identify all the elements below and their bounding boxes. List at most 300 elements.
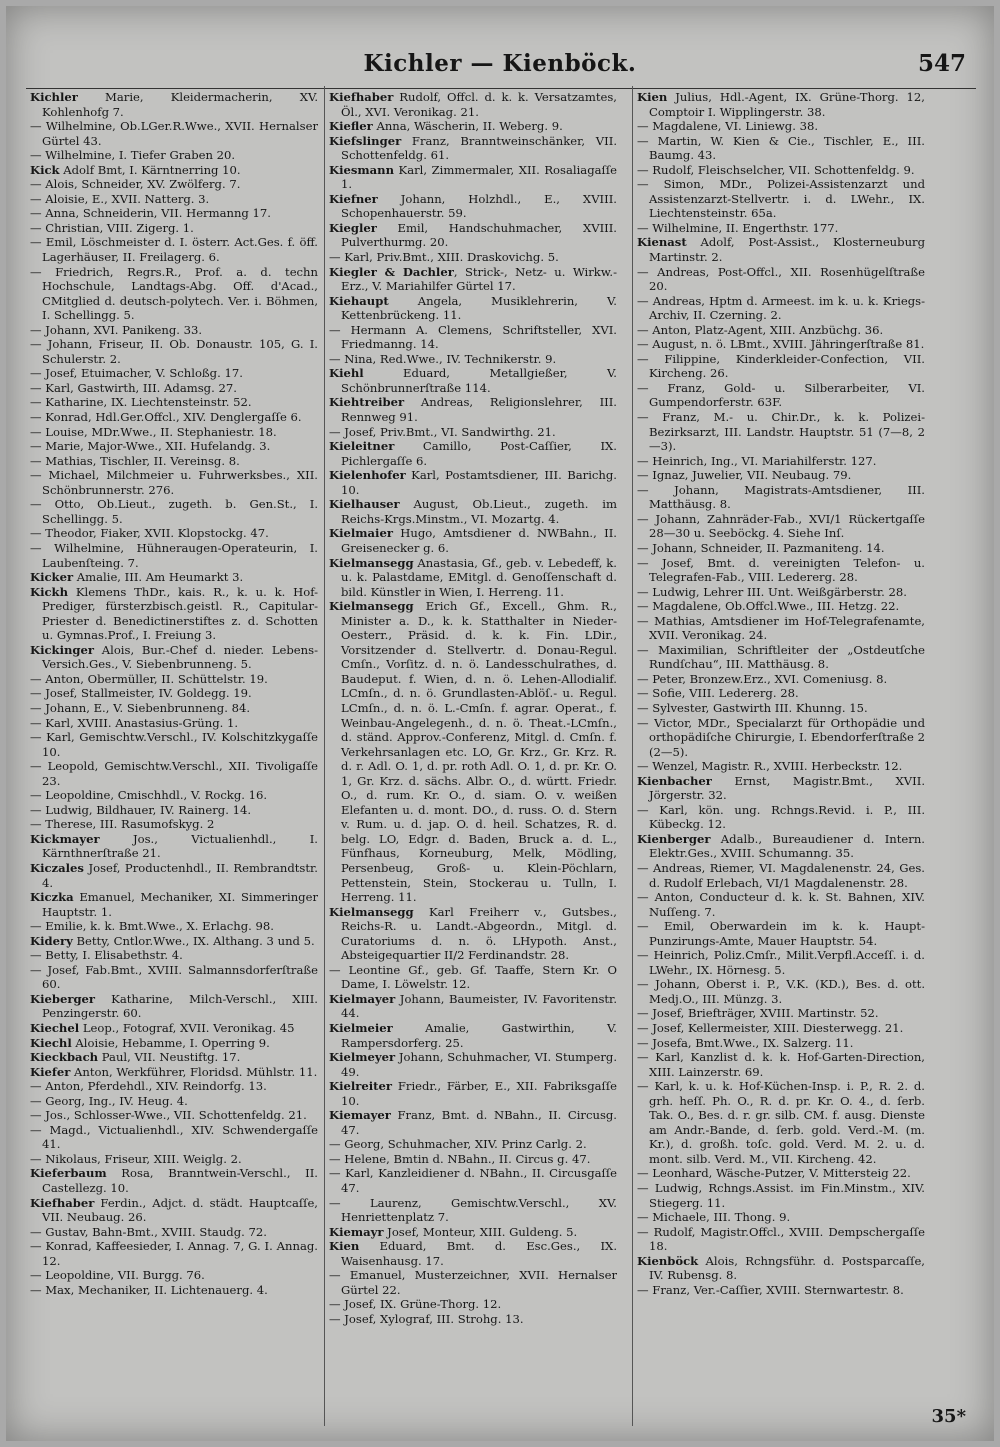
directory-entry bbox=[30, 148, 318, 163]
entry-details: Eduard, Bmt. d. Esc.Ges., IX. Waisenhausg. 17. bbox=[341, 1239, 617, 1268]
entry-details: — Emanuel, Musterzeichner, XVII. Hernalser Gürtel 22. bbox=[329, 1268, 617, 1297]
entry-surname: Kiechel bbox=[30, 1021, 80, 1035]
directory-entry bbox=[329, 250, 617, 265]
entry-details: — Heinrich, Poliz.Cmſr., Milit.Verpfl.Acceſſ. i. d. LWehr., IX. Hörnesg. 5. bbox=[637, 948, 925, 977]
directory-entry bbox=[637, 977, 925, 1006]
entry-details: — Wilhelmine, Ob.LGer.R.Wwe., XVII. Hernalser Gürtel 43. bbox=[30, 119, 318, 148]
entry-details: — Wilhelmine, Hühneraugen-Operateurin, I. Laubenſteing. 7. bbox=[30, 540, 318, 570]
entry-details: — Michaele, III. Thong. 9. bbox=[637, 1210, 791, 1225]
directory-entry bbox=[637, 483, 925, 512]
directory-entry bbox=[30, 192, 318, 207]
entry-surname: Kiefhaber bbox=[329, 90, 394, 104]
directory-entry bbox=[30, 541, 318, 570]
directory-entry bbox=[30, 1268, 318, 1283]
directory-entry bbox=[329, 468, 617, 497]
directory-entry bbox=[329, 163, 617, 192]
entry-details: — Katharine, IX. Liechtensteinstr. 52. bbox=[30, 395, 252, 410]
directory-entry bbox=[30, 992, 318, 1021]
directory-entry bbox=[30, 323, 318, 338]
entry-details: — Michael, Milchmeier u. Fuhrwerksbes., XII. Schönbrunnerstr. 276. bbox=[30, 468, 318, 497]
directory-entry bbox=[30, 163, 318, 178]
entry-surname: Kiefslinger bbox=[329, 133, 402, 148]
directory-entry bbox=[329, 366, 617, 395]
entry-details: — Ignaz, Juwelier, VII. Neubaug. 79. bbox=[637, 468, 852, 483]
entry-details: — Josef, IX. Grüne-Thorg. 12. bbox=[329, 1297, 502, 1312]
directory-entry bbox=[329, 1108, 617, 1137]
directory-entry bbox=[30, 206, 318, 221]
entry-details: — Alois, Schneider, XV. Zwölferg. 7. bbox=[30, 177, 241, 192]
directory-entry bbox=[637, 512, 925, 541]
entry-details: — Johann, E., V. Siebenbrunneng. 84. bbox=[30, 700, 251, 715]
directory-page bbox=[6, 6, 994, 1441]
entry-details: — Johann, Friseur, II. Ob. Donaustr. 105, G. I. Schulerstr. 2. bbox=[30, 337, 318, 366]
directory-entry bbox=[30, 468, 318, 497]
entry-details: — Ludwig, Lehrer III. Unt. Weißgärberstr. 28. bbox=[637, 584, 907, 599]
directory-entry bbox=[329, 556, 617, 600]
entry-details: — Karl, Kanzleidiener d. NBahn., II. Circusgaſſe 47. bbox=[329, 1166, 617, 1196]
entry-details: — Josef, Xylograf, III. Strohg. 13. bbox=[329, 1311, 524, 1326]
entry-details: — Konrad, Hdl.Ger.Offcl., XIV. Denglergaſſe 6. bbox=[30, 410, 302, 425]
directory-entry bbox=[637, 890, 925, 919]
entry-details: Anna, Wäscherin, II. Weberg. 9. bbox=[372, 119, 563, 134]
directory-entry bbox=[30, 1166, 318, 1195]
entry-surname: Kielmansegg bbox=[329, 555, 414, 570]
directory-entry bbox=[329, 323, 617, 352]
directory-entry bbox=[329, 1050, 617, 1079]
entry-surname: Kiegler & Dachler bbox=[329, 264, 454, 279]
entry-surname: Kienast bbox=[637, 235, 687, 250]
directory-entry bbox=[30, 919, 318, 934]
entry-details: — Johann, Oberst i. P., V.K. (KD.), Bes. d. ott. Medj.O., III. Münzg. 3. bbox=[637, 977, 925, 1006]
directory-entry bbox=[329, 1137, 617, 1152]
directory-entry bbox=[637, 265, 925, 294]
directory-entry bbox=[637, 556, 925, 585]
entry-details: Ernst, Magistr.Bmt., XVII. Jörgerstr. 32. bbox=[649, 773, 925, 803]
entry-surname: Kiefer bbox=[30, 1064, 71, 1079]
entry-details: — Anton, Obermüller, II. Schüttelstr. 19. bbox=[30, 671, 268, 686]
directory-entry bbox=[30, 1152, 318, 1167]
directory-entry bbox=[637, 1181, 925, 1210]
entry-details: — Nikolaus, Friseur, XIII. Weiglg. 2. bbox=[30, 1151, 242, 1166]
entry-details: — Anton, Pferdehdl., XIV. Reindorfg. 13. bbox=[30, 1079, 267, 1094]
entry-details: — Leopold, Gemischtw.Verschl., XII. Tivoligaſſe 23. bbox=[30, 759, 318, 788]
directory-entry bbox=[329, 119, 617, 134]
directory-entry bbox=[637, 454, 925, 469]
entry-surname: Kiemayer bbox=[329, 1108, 391, 1123]
column-2 bbox=[329, 90, 617, 1420]
entry-details: Jos., Victualienhdl., I. Kärnthnerſtraße 21. bbox=[42, 831, 318, 861]
entry-surname: Kienbacher bbox=[637, 773, 712, 788]
entry-details: — Hermann A. Clemens, Schriftsteller, XVI. Friedmanng. 14. bbox=[329, 322, 617, 352]
directory-entry bbox=[637, 585, 925, 600]
entry-surname: Kiemayr bbox=[329, 1224, 384, 1239]
directory-entry bbox=[637, 1050, 925, 1079]
entry-details: Johann, Holzhdl., E., XVIII. Schopenhauerstr. 59. bbox=[341, 191, 617, 221]
directory-entry bbox=[637, 1036, 925, 1051]
entry-surname: Kichler bbox=[30, 90, 78, 104]
directory-entry bbox=[637, 861, 925, 890]
directory-entry bbox=[329, 1152, 617, 1167]
directory-entry bbox=[30, 410, 318, 425]
directory-entry bbox=[637, 716, 925, 760]
entry-details: — Johann, Schneider, II. Pazmaniteng. 14. bbox=[637, 540, 885, 555]
directory-entry bbox=[329, 526, 617, 555]
directory-entry bbox=[30, 1196, 318, 1225]
directory-entry bbox=[30, 1225, 318, 1240]
directory-entry bbox=[637, 410, 925, 454]
entry-surname: Kickinger bbox=[30, 642, 94, 657]
entry-details: — Louise, MDr.Wwe., II. Stephaniestr. 18. bbox=[30, 424, 277, 439]
directory-entry bbox=[30, 235, 318, 264]
entry-details: — Martin, W. Kien & Cie., Tischler, E., III. Baumg. 43. bbox=[637, 133, 925, 163]
entry-details: Rosa, Branntwein-Verschl., II. Castellezg. 10. bbox=[42, 1166, 318, 1196]
directory-entry bbox=[329, 425, 617, 440]
entry-details: Josef, Monteur, XIII. Guldeng. 5. bbox=[383, 1224, 578, 1239]
entry-details: — Emil, Oberwardein im k. k. Haupt-Punzirungs-Amte, Mauer Hauptstr. 54. bbox=[637, 919, 925, 948]
directory-entry bbox=[637, 352, 925, 381]
entry-details: Amalie, Gastwirthin, V. Rampersdorferg. 25. bbox=[341, 1021, 617, 1050]
entry-surname: Kielmansegg bbox=[329, 599, 414, 614]
entry-surname: Kielmeyer bbox=[329, 1050, 396, 1065]
entry-details: — Wilhelmine, I. Tiefer Graben 20. bbox=[30, 148, 236, 163]
directory-entry bbox=[30, 686, 318, 701]
entry-surname: Kieberger bbox=[30, 991, 96, 1006]
directory-entry bbox=[329, 439, 617, 468]
directory-entry bbox=[30, 395, 318, 410]
directory-entry bbox=[30, 1239, 318, 1268]
entry-details: Karl, Postamtsdiener, III. Barichg. 10. bbox=[341, 468, 617, 497]
directory-entry bbox=[637, 294, 925, 323]
entry-details: — Johann, Zahnräder-Fab., XVI/1 Rückertgaſſe 28—30 u. Seeböckg. 4. Siehe Inſ. bbox=[637, 511, 925, 541]
directory-entry bbox=[329, 1239, 617, 1268]
entry-details: Emil, Handschuhmacher, XVIII. Pulverthurmg. 20. bbox=[341, 220, 617, 250]
entry-details: Friedr., Färber, E., XII. Fabriksgaſſe 10. bbox=[341, 1079, 617, 1108]
entry-details: Johann, Baumeister, IV. Favoritenstr. 44. bbox=[341, 991, 617, 1021]
entry-surname: Kiehtreiber bbox=[329, 395, 405, 410]
entry-details: Franz, Branntweinschänker, VII. Schottenfeldg. 61. bbox=[341, 133, 617, 163]
entry-details: — Rudolf, Magistr.Offcl., XVIII. Dempschergaſſe 18. bbox=[637, 1224, 925, 1254]
entry-details: — Josef, Stallmeister, IV. Goldegg. 19. bbox=[30, 686, 252, 701]
entry-details: Leop., Fotograf, XVII. Veronikag. 45 bbox=[79, 1021, 295, 1035]
entry-details: — Anton, Platz-Agent, XIII. Anzbüchg. 36. bbox=[637, 322, 884, 337]
entry-surname: Kieleitner bbox=[329, 439, 395, 454]
column-3 bbox=[637, 90, 925, 1420]
directory-entry bbox=[30, 1036, 318, 1051]
entry-details: — Peter, Bronzew.Erz., XVI. Comeniusg. 8. bbox=[637, 671, 888, 686]
directory-entry bbox=[30, 1094, 318, 1109]
entry-details: — Josef, Etuimacher, V. Schloßg. 17. bbox=[30, 366, 243, 381]
entry-surname: Kieferbaum bbox=[30, 1166, 107, 1181]
directory-entry bbox=[637, 119, 925, 134]
entry-details: — Leopoldine, Cmischhdl., V. Rockg. 16. bbox=[30, 788, 268, 803]
entry-surname: Kielmaier bbox=[329, 526, 393, 541]
directory-entry bbox=[637, 1210, 925, 1225]
directory-entry bbox=[637, 614, 925, 643]
entry-surname: Kickmayer bbox=[30, 831, 100, 846]
directory-entry bbox=[637, 948, 925, 977]
directory-entry bbox=[30, 1050, 318, 1065]
directory-entry bbox=[637, 1283, 925, 1298]
entry-surname: Kiesmann bbox=[329, 162, 395, 177]
directory-entry bbox=[637, 221, 925, 236]
entry-surname: Kielhauser bbox=[329, 497, 400, 512]
entry-details: — Emilie, k. k. Bmt.Wwe., X. Erlachg. 98. bbox=[30, 919, 274, 934]
directory-entry bbox=[30, 803, 318, 818]
directory-entry bbox=[637, 832, 925, 861]
entry-surname: Kiczales bbox=[30, 860, 84, 875]
directory-entry bbox=[30, 730, 318, 759]
entry-surname: Kiefhaber bbox=[30, 1195, 95, 1210]
entry-details: — Jos., Schlosser-Wwe., VII. Schottenfeldg. 21. bbox=[30, 1108, 307, 1123]
entry-details: Franz, Bmt. d. NBahn., II. Circusg. 47. bbox=[341, 1108, 617, 1137]
directory-entry bbox=[30, 454, 318, 469]
entry-surname: Kieckbach bbox=[30, 1050, 99, 1065]
page-header bbox=[6, 50, 994, 86]
entry-details: — Ludwig, Rchngs.Assist. im Fin.Minstm., XIV. Stiegerg. 11. bbox=[637, 1181, 925, 1210]
entry-details: — Helene, Bmtin d. NBahn., II. Circus g. 47. bbox=[329, 1151, 591, 1166]
directory-entry bbox=[637, 468, 925, 483]
entry-details: — Nina, Red.Wwe., IV. Technikerstr. 9. bbox=[329, 351, 557, 366]
directory-entry bbox=[329, 352, 617, 367]
directory-entry bbox=[30, 788, 318, 803]
entry-surname: Kienberger bbox=[637, 831, 711, 846]
entry-surname: Kienböck bbox=[637, 1253, 699, 1268]
directory-entry bbox=[637, 541, 925, 556]
entry-details: — Andreas, Post-Offcl., XII. Rosenhügelſtraße 20. bbox=[637, 264, 925, 294]
directory-entry bbox=[637, 672, 925, 687]
directory-entry bbox=[30, 832, 318, 861]
directory-entry bbox=[329, 90, 617, 119]
directory-entry bbox=[329, 1225, 617, 1240]
directory-entry bbox=[637, 803, 925, 832]
directory-entry bbox=[30, 1283, 318, 1298]
directory-entry bbox=[329, 265, 617, 294]
entry-details: Hugo, Amtsdiener d. NWBahn., II. Greisenecker g. 6. bbox=[341, 526, 617, 555]
directory-entry bbox=[30, 570, 318, 585]
directory-entry bbox=[637, 381, 925, 410]
entry-details: — Leopoldine, VII. Burgg. 76. bbox=[30, 1268, 205, 1283]
entry-details: Betty, Cntlor.Wwe., IX. Althang. 3 und 5. bbox=[72, 933, 315, 948]
entry-surname: Kielmeier bbox=[329, 1021, 393, 1035]
entry-details: — Karl, kön. ung. Rchngs.Revid. i. P., III. Kübeckg. 12. bbox=[637, 802, 925, 832]
directory-entry bbox=[637, 1254, 925, 1283]
entry-details: — Josef, Fab.Bmt., XVIII. Salmannsdorferſtraße 60. bbox=[30, 962, 318, 992]
directory-entry bbox=[30, 221, 318, 236]
entry-details: Adolf Bmt, I. Kärntnerring 10. bbox=[59, 162, 241, 177]
entry-details: — Mathias, Amtsdiener im Hof-Telegrafenamte, XVII. Veronikag. 24. bbox=[637, 613, 925, 643]
directory-entry bbox=[30, 497, 318, 526]
entry-details: Alois, Bur.-Chef d. nieder. Lebens-Versich.Ges., V. Siebenbrunneng. 5. bbox=[42, 642, 318, 672]
entry-details: Rudolf, Offcl. d. k. k. Versatzamtes, Öl., XVI. Veronikag. 21. bbox=[341, 90, 617, 119]
entry-details: Josef, Productenhdl., II. Rembrandtstr. 4. bbox=[42, 860, 318, 890]
entry-details: — Georg, Ing., IV. Heug. 4. bbox=[30, 1093, 188, 1108]
entry-details: — Max, Mechaniker, II. Lichtenauerg. 4. bbox=[30, 1282, 268, 1297]
entry-details: — Karl, XVIII. Anastasius-Grüng. 1. bbox=[30, 715, 239, 730]
directory-entry bbox=[637, 337, 925, 352]
column-divider bbox=[632, 86, 633, 1426]
directory-entry bbox=[329, 1268, 617, 1297]
entry-details: — Ludwig, Bildhauer, IV. Rainerg. 14. bbox=[30, 802, 252, 817]
entry-details: — Andreas, Hptm d. Armeest. im k. u. k. Kriegs-Archiv, II. Czerning. 2. bbox=[637, 293, 925, 323]
directory-entry bbox=[30, 934, 318, 949]
directory-entry bbox=[30, 1021, 318, 1036]
entry-surname: Kien bbox=[637, 90, 668, 104]
directory-entry bbox=[30, 265, 318, 323]
directory-entry bbox=[329, 395, 617, 424]
entry-details: — Magdalene, Ob.Offcl.Wwe., III. Hetzg. 22. bbox=[637, 599, 900, 614]
directory-entry bbox=[329, 192, 617, 221]
entry-details: Aloisie, Hebamme, I. Operring 9. bbox=[71, 1035, 270, 1050]
entry-details: — Theodor, Fiaker, XVII. Klopstockg. 47. bbox=[30, 526, 269, 541]
entry-details: August, Ob.Lieut., zugeth. im Reichs-Krgs.Minstm., VI. Mozartg. 4. bbox=[341, 497, 617, 526]
entry-details: Emanuel, Mechaniker, XI. Simmeringer Hauptstr. 1. bbox=[42, 890, 318, 919]
directory-entry bbox=[30, 716, 318, 731]
signature-mark: 35* bbox=[931, 1406, 966, 1427]
entry-surname: Kiechl bbox=[30, 1035, 72, 1050]
entry-details: — Victor, MDr., Specialarzt für Orthopädie und orthopädiſche Chirurgie, I. Ebendorferſtraße 2 (2—5). bbox=[637, 715, 925, 759]
directory-entry bbox=[329, 1021, 617, 1050]
page-number: 547 bbox=[917, 50, 966, 77]
entry-details: — Rudolf, Fleischselcher, VII. Schottenfeldg. 9. bbox=[637, 162, 915, 177]
directory-entry bbox=[30, 366, 318, 381]
directory-entry bbox=[30, 526, 318, 541]
directory-entry bbox=[329, 221, 617, 250]
entry-details: — Leontine Gf., geb. Gf. Taaffe, Stern Kr. O Dame, I. Löwelstr. 12. bbox=[329, 962, 617, 992]
entry-details: Marie, Kleidermacherin, XV. Kohlenhofg 7. bbox=[42, 90, 318, 119]
entry-surname: Kick bbox=[30, 162, 60, 177]
entry-details: — Leonhard, Wäsche-Putzer, V. Mittersteig 22. bbox=[637, 1166, 911, 1181]
entry-details: — Mathias, Tischler, II. Vereinsg. 8. bbox=[30, 453, 240, 468]
entry-details: Paul, VII. Neustiftg. 17. bbox=[98, 1050, 241, 1065]
entry-details: — Emil, Löschmeister d. I. österr. Act.Ges. f. öff. Lagerhäuser, II. Freilagerg. 6. bbox=[30, 235, 318, 265]
directory-entry bbox=[30, 1079, 318, 1094]
entry-details: Erich Gf., Excell., Ghm. R., Minister a. D., k. k. Statthalter in Nieder-Oesterr., Präsid. d. k. k. Fin. LDir., Vorsitzender d. Stellvertr. d. Donau-Regul. Cmſn., Vorſitz. d. n. ö. Landesschulrathes, d. Baudeput. f. Wien, d. n. ö. Lehen-Allodialif. LCmſn., d. n. ö. Grundlasten-Ablöſ.- u. Regul. LCmſn., d. n. ö. L.-Cmſn. f. agrar. Operat., f. Weinbau-Angelegenh., d. n. ö. Theat.-LCmſn., d. ständ. Approv.-Conferenz, Mitgl. d. Cmſn. f. Verkehrsanlagen etc. LO, Gr. Krz., Gr. Krz. R. d. r. Adl. O. 1, d. pr. roth Adl. O. 1, d. pr. Kr. O. 1, Gr. Krz. d. sächs. Albr. O., d. württ. Friedr. O., d. rum. Kr. O., d. siam. O. v. weißen Elefanten u. d. mont. DO., d. russ. O. d. Stern v. Rum. u. d. jap. O. d. heil. Schatzes, R. d. belg. LO, Edgr. d. Baden, Bruck a. d. L., Fünfhaus, Korneuburg, Melk, Mödling, Persenbeug, Groß- u. Klein-Pöchlarn, Pettenstein, Stein, Stockerau u. Tulln, I. Herreng. 11. bbox=[341, 599, 617, 905]
entry-details: — Andreas, Riemer, VI. Magdalenenstr. 24, Ges. d. Rudolf Erlebach, VI/1 Magdalenenstr. 28. bbox=[637, 860, 925, 890]
column-divider bbox=[324, 86, 325, 1426]
entry-details: Ferdin., Adjct. d. städt. Hauptcaſſe, VII. Neubaug. 26. bbox=[42, 1195, 318, 1225]
directory-entry bbox=[637, 235, 925, 264]
directory-entry bbox=[637, 1021, 925, 1036]
entry-details: — Magd., Victualienhdl., XIV. Schwendergaſſe 41. bbox=[30, 1122, 318, 1152]
directory-entry bbox=[637, 599, 925, 614]
entry-details: Eduard, Metallgießer, V. Schönbrunnerſtraße 114. bbox=[341, 366, 617, 395]
entry-details: — Karl, k. u. k. Hof-Küchen-Insp. i. P., R. 2. d. grh. heſſ. Ph. O., R. d. pr. Kr. O. 4., d. ſerb. Tak. O., Bes. d. r. gr. silb. CM. f. ausg. Dienste am Andr.-Bande, d. ſerb. gold. Verd.-M. (m. Kr.), d. großh. toſc. gold. Verd. M. 2. u. d. mont. silb. Verd. M., VII. Kircheng. 42. bbox=[637, 1079, 925, 1166]
entry-details: — Karl, Priv.Bmt., XIII. Draskovichg. 5. bbox=[329, 250, 559, 265]
directory-entry bbox=[637, 177, 925, 221]
entry-details: — Betty, I. Elisabethstr. 4. bbox=[30, 948, 183, 963]
directory-entry bbox=[30, 643, 318, 672]
entry-details: Alois, Rchngsführ. d. Postsparcaſſe, IV. Rubensg. 8. bbox=[649, 1253, 925, 1283]
directory-entry bbox=[30, 381, 318, 396]
entry-details: — Josefa, Bmt.Wwe., IX. Salzerg. 11. bbox=[637, 1035, 854, 1050]
entry-surname: Kiefler bbox=[329, 119, 373, 134]
entry-details: — Laurenz, Gemischtw.Verschl., XV. Henriettenplatz 7. bbox=[329, 1195, 617, 1225]
entry-details: — Franz, M.- u. Chir.Dr., k. k. Polizei-Bezirksarzt, III. Landstr. Hauptstr. 51 (7—8, 2—3). bbox=[637, 410, 925, 454]
entry-details: — Christian, VIII. Zigerg. 1. bbox=[30, 220, 194, 235]
entry-details: Camillo, Post-Caſſier, IX. Pichlergaſſe 6. bbox=[341, 439, 617, 468]
directory-entry bbox=[30, 119, 318, 148]
directory-entry bbox=[637, 701, 925, 716]
directory-entry bbox=[30, 90, 318, 119]
directory-entry bbox=[329, 963, 617, 992]
entry-details: — Magdalene, VI. Liniewg. 38. bbox=[637, 119, 819, 134]
directory-entry bbox=[637, 163, 925, 178]
entry-details: , Strick-, Netz- u. Wirkw.-Erz., V. Mariahilfer Gürtel 17. bbox=[341, 264, 617, 294]
entry-details: Karl Freiherr v., Gutsbes., Reichs-R. u. Landt.-Abgeordn., Mitgl. d. Curatoriums d. n. ö. LHypoth. Anst., Absteigequartier II/2 Ferdinandstr. 28. bbox=[341, 904, 617, 963]
entry-details: Adalb., Bureaudiener d. Intern. Elektr.Ges., XVIII. Schumanng. 35. bbox=[649, 831, 925, 861]
entry-details: — Anna, Schneiderin, VII. Hermanng 17. bbox=[30, 206, 271, 221]
entry-details: — Johann, Magistrats-Amtsdiener, III. Matthäusg. 8. bbox=[637, 482, 925, 512]
entry-details: — August, n. ö. LBmt., XVIII. Jähringerſtraße 81. bbox=[637, 337, 925, 352]
directory-entry bbox=[637, 1166, 925, 1181]
entry-surname: Kiehl bbox=[329, 366, 364, 381]
entry-details: — Otto, Ob.Lieut., zugeth. b. Gen.St., I. Schellingg. 5. bbox=[30, 497, 318, 526]
directory-entry bbox=[329, 134, 617, 163]
entry-details: — Josef, Kellermeister, XIII. Diesterwegg. 21. bbox=[637, 1021, 904, 1035]
directory-entry bbox=[637, 1225, 925, 1254]
entry-details: — Marie, Major-Wwe., XII. Hufelandg. 3. bbox=[30, 439, 271, 454]
entry-details: — Georg, Schuhmacher, XIV. Prinz Carlg. 2. bbox=[329, 1137, 587, 1152]
directory-entry bbox=[329, 294, 617, 323]
directory-entry bbox=[329, 1196, 617, 1225]
directory-entry bbox=[30, 177, 318, 192]
directory-entry bbox=[637, 686, 925, 701]
column-1 bbox=[30, 90, 318, 1420]
directory-entry bbox=[637, 1006, 925, 1021]
directory-entry bbox=[637, 134, 925, 163]
entry-details: — Simon, MDr., Polizei-Assistenzarzt und Assistenzarzt-Stellvertr. i. d. LWehr., IX. Liechtensteinstr. 65a. bbox=[637, 177, 925, 221]
entry-surname: Kiefner bbox=[329, 191, 378, 206]
entry-surname: Kielenhofer bbox=[329, 468, 406, 483]
entry-details: Julius, Hdl.-Agent, IX. Grüne-Thorg. 12, Comptoir I. Wipplingerstr. 38. bbox=[649, 90, 925, 119]
entry-details: Angela, Musiklehrerin, V. Kettenbrückeng. 11. bbox=[341, 293, 617, 323]
directory-entry bbox=[30, 585, 318, 643]
entry-surname: Kiegler bbox=[329, 220, 377, 235]
entry-details: — Franz, Gold- u. Silberarbeiter, VI. Gumpendorferstr. 63F. bbox=[637, 380, 925, 410]
entry-details: — Wenzel, Magistr. R., XVIII. Herbeckstr. 12. bbox=[637, 759, 903, 774]
entry-details: — Filippine, Kinderkleider-Confection, VII. Kircheng. 26. bbox=[637, 351, 925, 381]
directory-entry bbox=[637, 643, 925, 672]
entry-surname: Kielmayer bbox=[329, 991, 396, 1006]
entry-details: — Franz, Ver.-Caſſier, XVIII. Sternwartestr. 8. bbox=[637, 1282, 904, 1297]
entry-details: — Karl, Gastwirth, III. Adamsg. 27. bbox=[30, 380, 237, 395]
directory-entry bbox=[637, 759, 925, 774]
entry-details: — Aloisie, E., XVII. Natterg. 3. bbox=[30, 191, 210, 206]
header-rule bbox=[26, 88, 976, 89]
entry-details: — Josef, Bmt. d. vereinigten Telefon- u. Telegrafen-Fab., VIII. Ledererg. 28. bbox=[637, 555, 925, 585]
entry-surname: Kien bbox=[329, 1239, 360, 1254]
entry-details: Johann, Schuhmacher, VI. Stumperg. 49. bbox=[341, 1050, 617, 1079]
directory-entry bbox=[30, 759, 318, 788]
directory-entry bbox=[329, 1312, 617, 1327]
directory-entry bbox=[329, 1166, 617, 1195]
entry-surname: Kiehaupt bbox=[329, 293, 389, 308]
directory-entry bbox=[30, 701, 318, 716]
entry-surname: Kidery bbox=[30, 933, 73, 948]
entry-details: Klemens ThDr., kais. R., k. u. k. Hof-Prediger, fürsterzbisch.geistl. R., Capitular-Priester d. Benedictinerstiftes z. d. Schotten u. Gymnas.Prof., I. Freiung 3. bbox=[42, 584, 318, 643]
directory-entry bbox=[30, 1108, 318, 1123]
entry-surname: Kiczka bbox=[30, 890, 74, 905]
directory-entry bbox=[30, 817, 318, 832]
entry-details: — Karl, Gemischtw.Verschl., IV. Kolschitzkygaſſe 10. bbox=[30, 730, 318, 759]
entry-details: Amalie, III. Am Heumarkt 3. bbox=[73, 570, 244, 585]
entry-details: — Konrad, Kaffeesieder, I. Annag. 7, G. I. Annag. 12. bbox=[30, 1239, 318, 1268]
entry-details: — Wilhelmine, II. Engerthstr. 177. bbox=[637, 220, 839, 235]
directory-entry bbox=[329, 599, 617, 904]
directory-entry bbox=[30, 425, 318, 440]
entry-details: — Heinrich, Ing., VI. Mariahilferstr. 127. bbox=[637, 453, 877, 468]
directory-entry bbox=[30, 861, 318, 890]
